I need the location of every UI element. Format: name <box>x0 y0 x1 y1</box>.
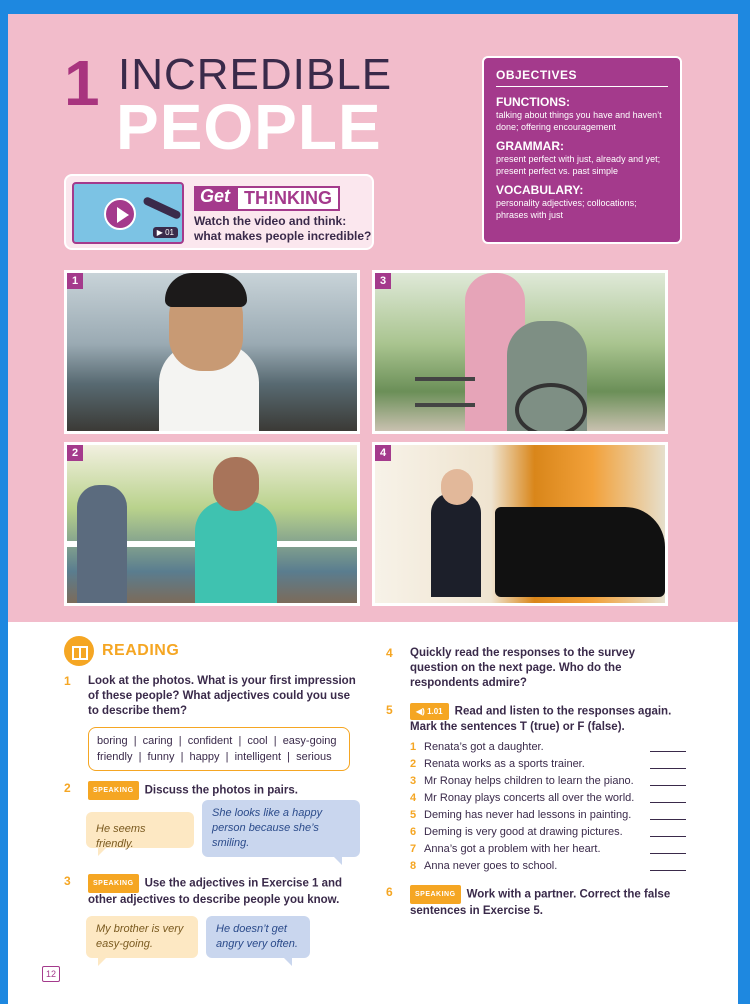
runner-shirt-shape <box>195 501 277 606</box>
true-false-list <box>410 739 686 875</box>
bench-shape <box>415 377 475 407</box>
exercise-1 <box>64 674 360 719</box>
exercise-6-text: Work with a partner. Correct the false sentences in Exercise 5. <box>410 888 671 917</box>
objectives-box <box>482 56 682 244</box>
audio-track: 1.01 <box>427 707 443 716</box>
answer-line[interactable] <box>650 836 686 837</box>
sentence-text: Renata works as a sports trainer. <box>424 758 585 770</box>
exercise-2-bubbles <box>64 800 360 866</box>
objectives-vocabulary-text: personality adjectives; collocations; phrases with just <box>496 198 637 220</box>
objectives-heading: OBJECTIVES <box>496 68 668 87</box>
objectives-grammar-text: present perfect with just, already and yet; present perfect vs. past simple <box>496 154 661 176</box>
photo-number: 4 <box>375 445 391 461</box>
exercise-number: 5 <box>386 703 393 717</box>
sentence-number: 5 <box>410 809 417 821</box>
textbook-page <box>8 14 738 1004</box>
sentence-number: 3 <box>410 775 417 787</box>
answer-line[interactable] <box>650 751 686 752</box>
reading-heading <box>64 636 360 666</box>
speech-bubble-blue: He doesn’t get angry very often. <box>206 916 310 958</box>
exercise-5 <box>386 703 686 735</box>
sentence-number: 7 <box>410 843 417 855</box>
list-item <box>410 858 686 875</box>
sentence-text: Anna’s got a problem with her heart. <box>424 843 601 855</box>
sentence-number: 2 <box>410 758 417 770</box>
photo-runner <box>64 442 360 606</box>
get-label: Get <box>194 186 236 211</box>
sentence-number: 4 <box>410 792 417 804</box>
speaking-tag: SPEAKING <box>88 874 139 893</box>
sentence-text: Anna never goes to school. <box>424 860 558 872</box>
answer-line[interactable] <box>650 853 686 854</box>
speech-bubble-yellow: He seems friendly. <box>86 812 194 848</box>
exercise-6 <box>386 885 686 919</box>
list-item <box>410 824 686 841</box>
get-thinking-box <box>64 174 374 250</box>
exercise-2 <box>64 781 360 800</box>
answer-line[interactable] <box>650 870 686 871</box>
objectives-grammar-label: GRAMMAR: <box>496 139 564 153</box>
photo-pianist <box>372 442 668 606</box>
list-item <box>410 739 686 756</box>
hair-shape <box>165 273 247 307</box>
get-thinking-prompt: Watch the video and think: what makes people incredible? <box>194 214 372 243</box>
reading-right-column <box>386 646 686 919</box>
reading-left-column <box>64 636 360 972</box>
page-number: 12 <box>42 966 60 982</box>
list-item <box>410 807 686 824</box>
photo-women-wheelchair <box>372 270 668 434</box>
word-box-line1: boring | caring | confident | cool | easy-going <box>97 735 337 747</box>
exercise-4-text: Quickly read the responses to the survey question on the next page. Who do the respondents admire? <box>410 647 635 689</box>
wheelchair-shape <box>515 383 587 434</box>
exercise-1-text: Look at the photos. What is your first impression of these people? What adjectives could you use to describe them? <box>88 675 356 717</box>
pianist-body-shape <box>431 493 481 597</box>
speech-bubble-blue: She looks like a happy person because she’s smiling. <box>202 800 360 857</box>
exercise-3-text: Use the adjectives in Exercise 1 and other adjectives to describe people you know. <box>88 877 343 906</box>
photo-number: 3 <box>375 273 391 289</box>
unit-title-line2: PEOPLE <box>116 91 382 163</box>
sentence-text: Mr Ronay helps children to learn the piano. <box>424 775 634 787</box>
unit-number: 1 <box>64 47 100 119</box>
list-item <box>410 756 686 773</box>
speech-bubble-yellow: My brother is very easy-going. <box>86 916 198 958</box>
objectives-functions-label: FUNCTIONS: <box>496 95 570 109</box>
objectives-vocabulary-label: VOCABULARY: <box>496 183 584 197</box>
list-item <box>410 790 686 807</box>
sentence-number: 6 <box>410 826 417 838</box>
diver-figure <box>142 196 182 220</box>
thinking-label: TH!NKING <box>236 186 340 211</box>
video-thumbnail[interactable] <box>72 182 184 244</box>
adjective-word-box <box>88 727 350 771</box>
speaker-icon: ◀) <box>416 707 425 716</box>
word-box-line2: friendly | funny | happy | intelligent | serious <box>97 751 332 763</box>
pianist-face-shape <box>441 469 473 505</box>
answer-line[interactable] <box>650 802 686 803</box>
answer-line[interactable] <box>650 768 686 769</box>
exercise-number: 2 <box>64 781 71 795</box>
list-item <box>410 773 686 790</box>
play-icon[interactable] <box>104 198 136 230</box>
photo-smiling-boy <box>64 270 360 434</box>
sentence-text: Deming is very good at drawing pictures. <box>424 826 623 838</box>
sentence-text: Mr Ronay plays concerts all over the world. <box>424 792 635 804</box>
other-runner-shape <box>77 485 127 606</box>
speaking-tag: SPEAKING <box>410 885 461 904</box>
get-thinking-logo <box>194 186 340 211</box>
speaking-tag: SPEAKING <box>88 781 139 800</box>
exercise-number: 3 <box>64 874 71 888</box>
exercise-number: 1 <box>64 674 71 688</box>
video-badge: ▶ 01 <box>153 227 178 238</box>
video-number: 01 <box>165 228 174 237</box>
objectives-functions-text: talking about things you have and haven’t done; offering encouragement <box>496 110 662 132</box>
sentence-text: Renata’s got a daughter. <box>424 741 544 753</box>
sentence-number: 1 <box>410 741 417 753</box>
runner-face-shape <box>213 457 259 511</box>
answer-line[interactable] <box>650 819 686 820</box>
reading-title: READING <box>102 642 180 659</box>
book-icon <box>64 636 94 666</box>
exercise-4 <box>386 646 686 691</box>
exercise-number: 4 <box>386 646 393 660</box>
exercise-5-text: Read and listen to the responses again. Mark the sentences T (true) or F (false). <box>410 705 672 733</box>
list-item <box>410 841 686 858</box>
photo-number: 2 <box>67 445 83 461</box>
unit-title-line1: INCREDIBLE <box>118 50 393 99</box>
exercise-3 <box>64 874 360 908</box>
exercise-2-text: Discuss the photos in pairs. <box>144 784 298 797</box>
unit-header-area <box>8 14 738 622</box>
photo-number: 1 <box>67 273 83 289</box>
exercise-3-bubbles <box>64 908 360 972</box>
sentence-text: Deming has never had lessons in painting. <box>424 809 632 821</box>
sentence-number: 8 <box>410 860 417 872</box>
exercise-number: 6 <box>386 885 393 899</box>
answer-line[interactable] <box>650 785 686 786</box>
grand-piano-shape <box>495 507 665 597</box>
audio-tag[interactable] <box>410 703 449 720</box>
